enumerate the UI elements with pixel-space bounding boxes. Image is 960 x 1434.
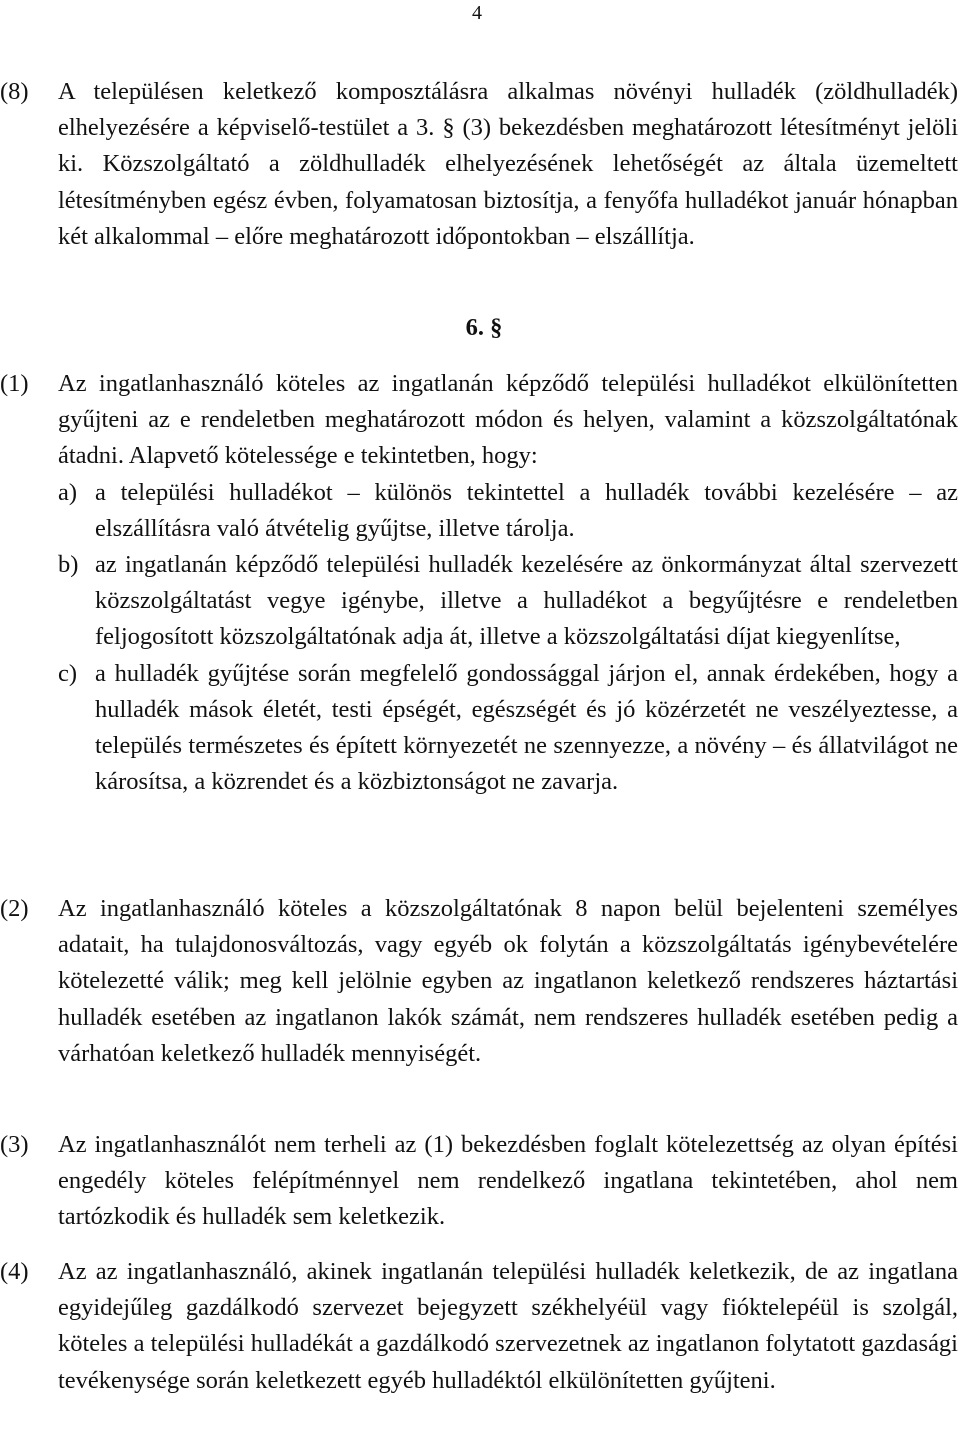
paragraph-2 [0, 891, 958, 1072]
paragraph-number: (8) [0, 78, 29, 105]
list-item-text: a hulladék gyűjtése során megfelelő gondossággal járjon el, annak érdekében, hogy a hulladék mások életét, testi épségét, egészségét és jó közérzetét ne veszélyeztesse, a település természetes és épített környezetét ne szennyezze, a növény – és állatvilágot ne károsítsa, a közrendet és a közbiztonságot ne zavarja. [95, 659, 958, 796]
paragraph-4 [0, 1254, 958, 1399]
list-item-text: a települési hulladékot – különös tekintettel a hulladék további kezelésére – az elszállításra való átvételig gyűjtse, illetve tárolja. [95, 478, 958, 542]
page-number: 4 [472, 2, 482, 24]
paragraph-text: A településen keletkező komposztálásra alkalmas növényi hulladék (zöldhulladék) elhelyezésére a képviselő-testület a 3. § (3) bekezdésben meghatározott létesítményt jelöli ki. Közszolgáltató a zöldhulladék elhelyezésének lehetőségét az általa üzemeltett létesítményben egész évben, folyamatosan biztosítja, a fenyőfa hulladékot január hónapban két alkalommal – előre meghatározott időpontokban – elszállítja. [58, 78, 958, 250]
paragraph-number: (4) [0, 1258, 29, 1285]
list-item-a [58, 475, 958, 547]
list-item-c [58, 656, 958, 801]
paragraph-text: Az ingatlanhasználó köteles a közszolgáltatónak 8 napon belül bejelenteni személyes adatait, ha tulajdonosváltozás, vagy egyéb ok folytán a közszolgáltatás igénybevételére kötelezetté válik; meg kell jelölnie egyben az ingatlanon keletkező rendszeres háztartási hulladék esetében az ingatlanon lakók számát, nem rendszeres hulladék esetében pedig a várhatóan keletkező hulladék mennyiségét. [58, 895, 958, 1067]
paragraph-text: Az ingatlanhasználó köteles az ingatlanán képződő települési hulladékot elkülönítetten gyűjteni az e rendeletben meghatározott módon és helyen, valamint a közszolgáltatónak átadni. Alapvető kötelessége e tekintetben, hogy: [58, 370, 958, 470]
list-item-b [58, 547, 958, 656]
paragraph-text: Az ingatlanhasználót nem terheli az (1) bekezdésben foglalt kötelezettség az olyan építési engedély köteles felépítménnyel nem rendelkező ingatlana tekintetében, ahol nem tartózkodik és hulladék sem keletkezik. [58, 1131, 958, 1231]
list-item-letter: a) [58, 478, 78, 506]
paragraph-8 [0, 74, 958, 255]
section-heading: 6. § [465, 314, 503, 341]
paragraph-number: (3) [0, 1131, 29, 1158]
list-item-letter: b) [58, 551, 79, 579]
paragraph-text: Az az ingatlanhasználó, akinek ingatlanán települési hulladék keletkezik, de az ingatlana egyidejűleg gazdálkodó szervezet bejegyzett székhelyéül vagy fióktelepéül is szolgál, köteles a települési hulladékát a gazdálkodó szervezetnek az ingatlanon folytatott gazdasági tevékenysége során keletkezett egyéb hulladéktól elkülönítetten gyűjteni. [58, 1258, 958, 1394]
list-item-letter: c) [58, 659, 78, 687]
paragraph-1 [0, 366, 958, 800]
paragraph-number: (2) [0, 895, 29, 922]
paragraph-3 [0, 1127, 958, 1236]
paragraph-number: (1) [0, 370, 29, 397]
list-item-text: az ingatlanán képződő települési hulladék kezelésére az önkormányzat által szervezett közszolgáltatást vegye igénybe, illetve a hulladékot a begyűjtésre e rendeletben feljogosított közszolgáltatónak adja át, illetve a közszolgáltatási díjat kiegyenlítse, [95, 551, 958, 651]
